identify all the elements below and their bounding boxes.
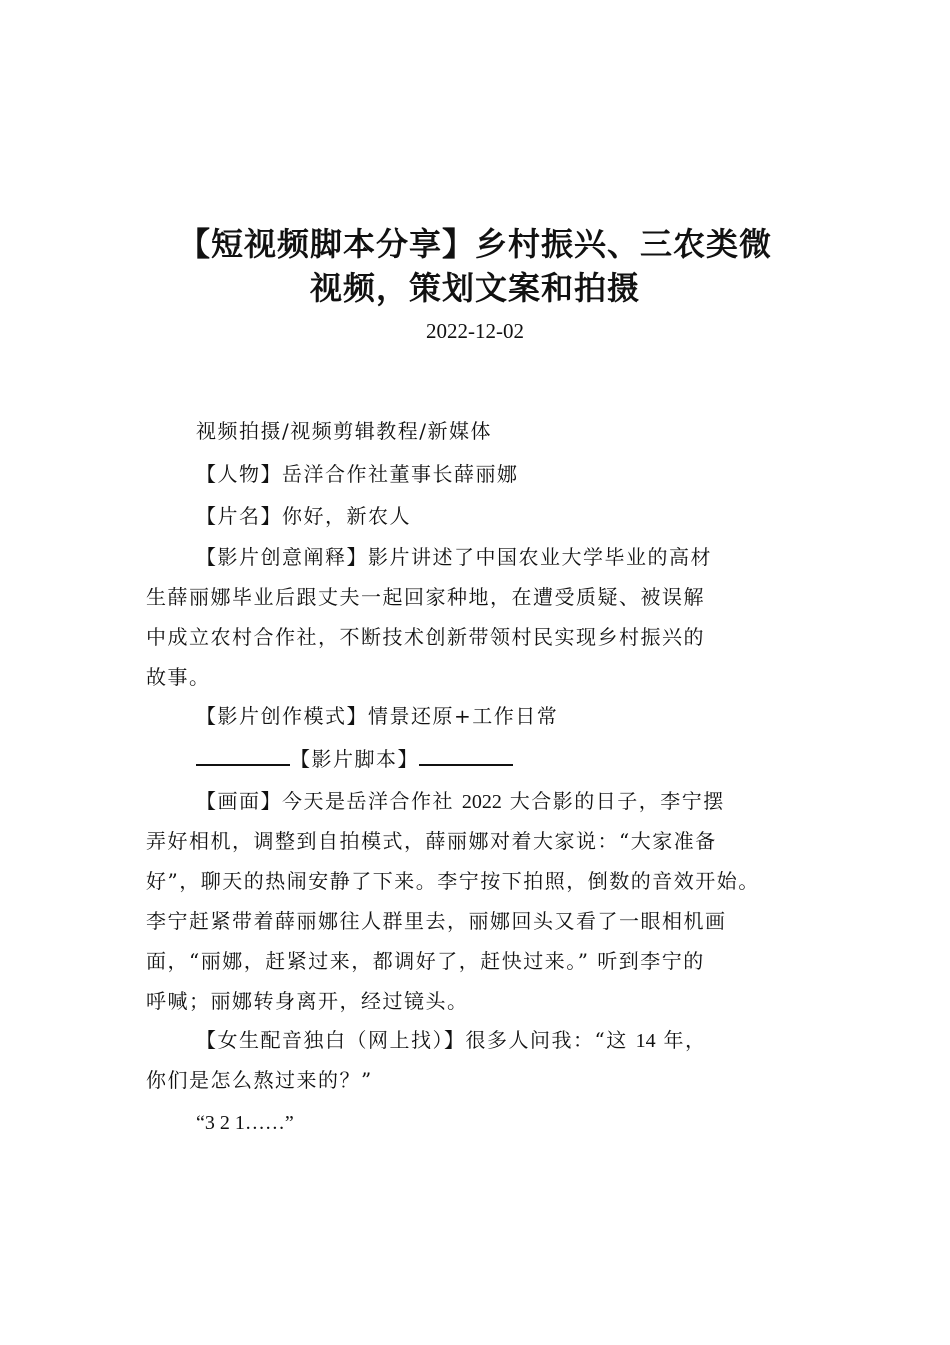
underline-left <box>196 744 290 766</box>
voiceover-line-1-b: 年， <box>663 1028 707 1052</box>
concept-line-4: 故事。 <box>146 665 211 689</box>
countdown-line: “3 2 1……” <box>196 1112 294 1134</box>
scene-line-6: 呼喊；丽娜转身离开，经过镜头。 <box>146 989 469 1013</box>
film-name-line: 【片名】你好，新农人 <box>196 504 411 528</box>
scene-line-2: 弄好相机，调整到自拍模式，薛丽娜对着大家说：“大家准备 <box>146 829 717 853</box>
mode-line: 【影片创作模式】情景还原+工作日常 <box>196 704 559 728</box>
underline-right <box>419 744 513 766</box>
person-line: 【人物】岳洋合作社董事长薛丽娜 <box>196 462 519 486</box>
voiceover-line-2: 你们是怎么熬过来的？” <box>146 1068 373 1092</box>
publish-date: 2022-12-02 <box>426 319 524 343</box>
document-title-line-2: 视频，策划文案和拍摄 <box>309 269 640 307</box>
scene-line-1-b: 大合影的日子，李宁摆 <box>509 789 725 813</box>
document-title-line-1: 【短视频脚本分享】乡村振兴、三农类微 <box>177 225 772 263</box>
tags-line: 视频拍摄/视频剪辑教程/新媒体 <box>196 419 492 443</box>
voiceover-line-1 <box>196 1025 866 1056</box>
script-heading: 【影片脚本】 <box>290 747 419 771</box>
script-heading-line <box>196 744 866 774</box>
concept-line-1: 【影片创意阐释】影片讲述了中国农业大学毕业的高材 <box>196 545 712 569</box>
scene-line-1-a: 【画面】今天是岳洋合作社 <box>196 789 454 813</box>
scene-line-1 <box>196 786 866 817</box>
scene-year: 2022 <box>461 791 502 813</box>
scene-line-5: 面，“丽娜，赶紧过来，都调好了，赶快过来。” 听到李宁的 <box>146 949 705 973</box>
scene-line-3: 好”，聊天的热闹安静了下来。李宁按下拍照，倒数的音效开始。 <box>146 869 760 893</box>
scene-line-4: 李宁赶紧带着薛丽娜往人群里去，丽娜回头又看了一眼相机画 <box>146 909 727 933</box>
concept-line-2: 生薛丽娜毕业后跟丈夫一起回家种地，在遭受质疑、被误解 <box>146 585 705 609</box>
voiceover-line-1-a: 【女生配音独白（网上找）】很多人问我：“这 <box>196 1028 628 1052</box>
concept-line-3: 中成立农村合作社，不断技术创新带领村民实现乡村振兴的 <box>146 625 705 649</box>
voiceover-years: 14 <box>635 1030 656 1052</box>
